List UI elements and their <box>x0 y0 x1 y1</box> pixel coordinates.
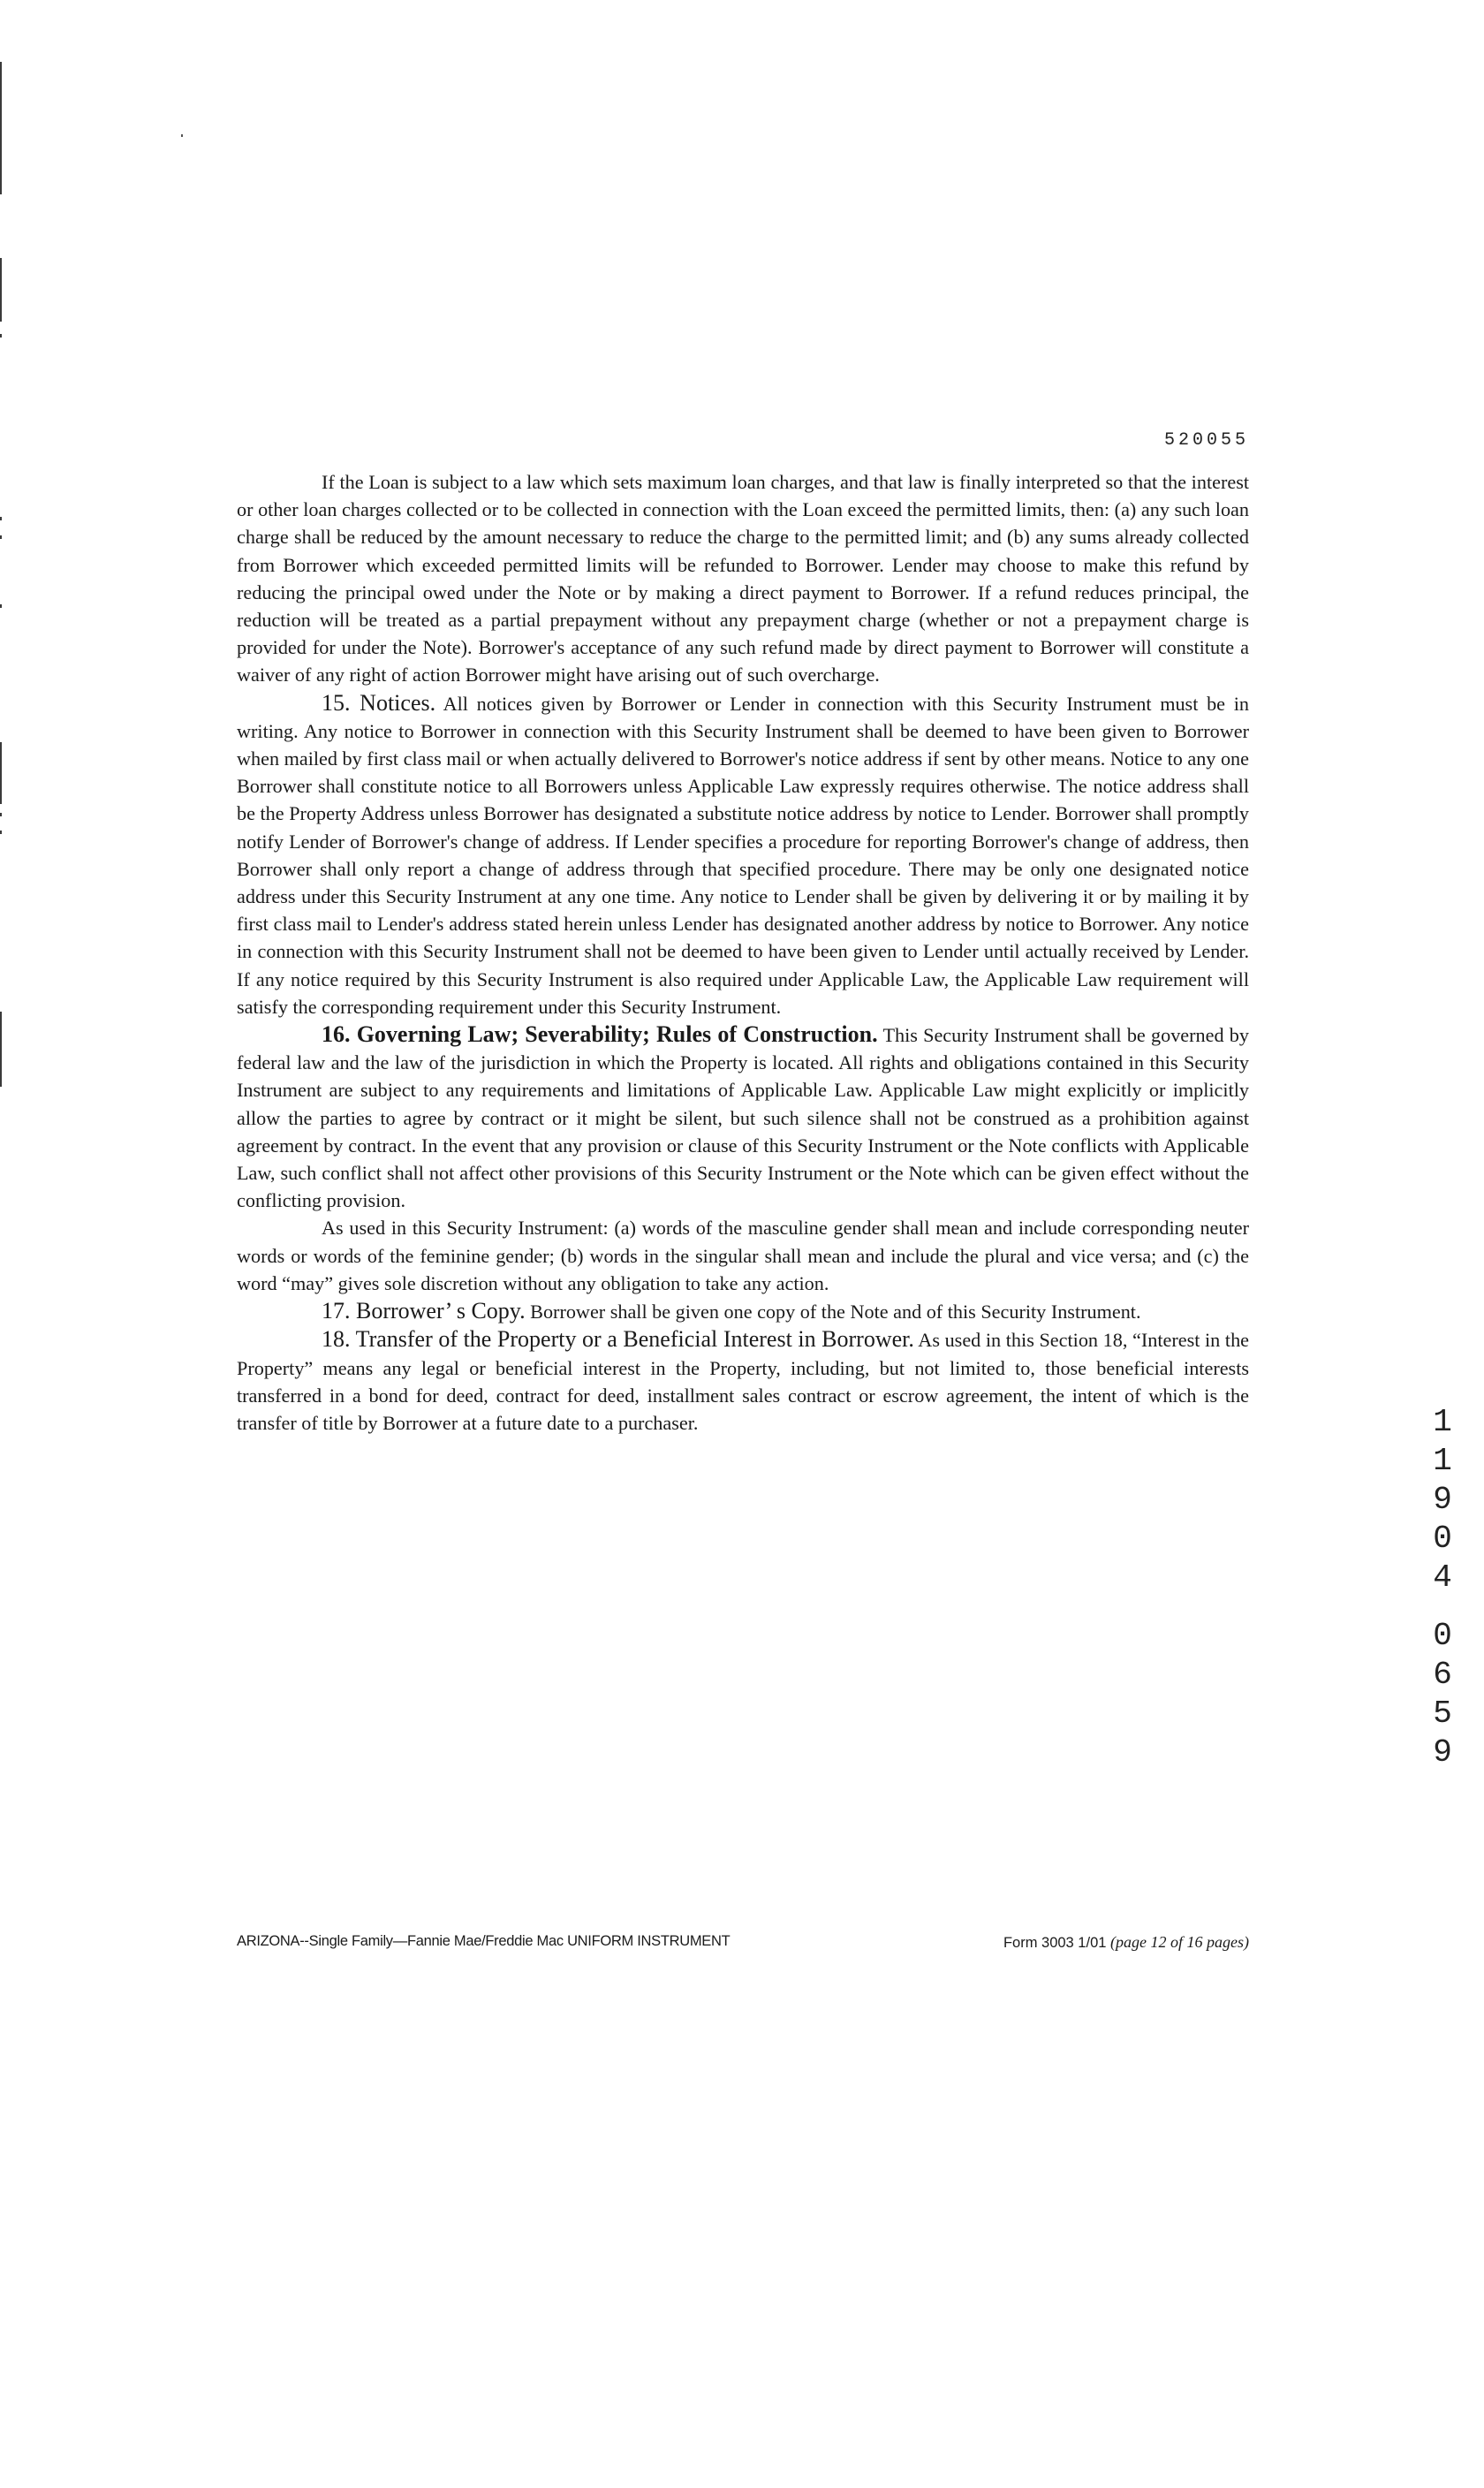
section-heading: 16. Governing Law; Severability; Rules of Construction. <box>322 1021 878 1048</box>
paragraph-loan-charges <box>237 468 1249 689</box>
paragraph-notices <box>237 689 1249 1020</box>
scan-edge-mark <box>0 1012 2 1087</box>
scan-edge-mark <box>0 742 2 804</box>
scan-edge-mark <box>0 813 2 816</box>
paragraph-text: This Security Instrument shall be governed by federal law and the law of the jurisdiction in which the Property is located. All rights and obligations contained in this Security Instrument are subject to any requirements and limitations of Applicable Law. Applicable Law might explicitly or implicitly allow the parties to agree by contract or it might be silent, but such silence shall not be construed as a prohibition against agreement by contract. In the event that any provision or clause of this Security Instrument or the Note conflicts with Applicable Law, such conflict shall not affect other provisions of this Security Instrument or the Note which can be given effect without the conflicting provision. <box>237 1024 1249 1212</box>
footer-form-number: Form 3003 1/01 <box>1003 1935 1107 1951</box>
recording-number-gap <box>1420 1597 1465 1617</box>
scan-edge-mark <box>0 62 2 194</box>
recording-digit: 0 <box>1433 1618 1452 1654</box>
recording-digit: 5 <box>1433 1695 1452 1732</box>
body-text <box>237 468 1249 1437</box>
recording-digit: 1 <box>1433 1443 1452 1479</box>
footer-instrument-title: ARIZONA--Single Family—Fannie Mae/Freddie Mac UNIFORM INSTRUMENT <box>237 1933 731 1949</box>
section-heading: 17. Borrower’ s Copy. <box>322 1298 526 1324</box>
page-footer <box>237 1933 1249 1952</box>
document-number: 520055 <box>1164 430 1250 451</box>
paragraph-text: All notices given by Borrower or Lender in connection with this Security Instrument must be in writing. Any notice to Borrower in connection with this Security Instrument shall be deemed to have been given to Borrower when mailed by first class mail or when actually delivered to Borrower's notice address if sent by other means. Notice to any one Borrower shall constitute notice to all Borrowers unless Applicable Law expressly requires otherwise. The notice address shall be the Property Address unless Borrower has designated a substitute notice address by notice to Lender. Borrower shall promptly notify Lender of Borrower's change of address. If Lender specifies a procedure for reporting Borrower's change of address, then Borrower shall only report a change of address through that specified procedure. There may be only one designated notice address under this Security Instrument at any one time. Any notice to Lender shall be given by delivering it or by mailing it by first class mail to Lender's address stated herein unless Lender has designated another address by notice to Borrower. Any notice in connection with this Security Instrument shall not be deemed to have been given to Lender until actually received by Lender. If any notice required by this Security Instrument is also required under Applicable Law, the Applicable Law requirement will satisfy the corresponding requirement under this Security Instrument. <box>237 692 1250 1018</box>
paragraph-borrowers-copy <box>237 1297 1249 1325</box>
scan-edge-mark <box>0 258 2 322</box>
paragraph-text: Borrower shall be given one copy of the Note and of this Security Instrument. <box>530 1301 1141 1324</box>
paragraph-text: As used in this Security Instrument: (a) words of the masculine gender shall mean and include corresponding neuter words or words of the feminine gender; (b) words in the singular shall mean and include the plural and vice versa; and (c) the word “may” gives sole discretion without any obligation to take any action. <box>237 1217 1249 1294</box>
footer-page-number: (page 12 of 16 pages) <box>1110 1933 1249 1951</box>
paragraph-governing-law <box>237 1020 1249 1214</box>
paragraph-text: As used in this Section 18, “Interest in the Property” means any legal or beneficial interest in the Property, including, but not limited to, those beneficial interests transferred in a bond for deed, contract for deed, installment sales contract or escrow agreement, the intent of which is the transfer of title by Borrower at a future date to a purchaser. <box>237 1329 1250 1434</box>
scan-speck <box>181 134 183 137</box>
scan-edge-mark <box>0 517 2 520</box>
scan-edge-mark <box>0 604 2 608</box>
recording-digit: 9 <box>1433 1482 1452 1518</box>
section-heading: 15. Notices. <box>322 689 436 716</box>
paragraph-text: If the Loan is subject to a law which sets maximum loan charges, and that law is finally interpreted so that the interest or other loan charges collected or to be collected in connection with the Loan exceed the permitted limits, then: (a) any such loan charge shall be reduced by the amount necessary to reduce the charge to the permitted limit; and (b) any sums already collected from Borrower which exceeded permitted limits will be refunded to Borrower. Lender may choose to make this refund by reducing the principal owed under the Note or by making a direct payment to Borrower. If a refund reduces principal, the reduction will be treated as a partial prepayment without any prepayment charge (whether or not a prepayment charge is provided for under the Note). Borrower's acceptance of any such refund made by direct payment to Borrower will constitute a waiver of any right of action Borrower might have arising out of such overcharge. <box>237 471 1249 686</box>
recording-digit: 9 <box>1433 1734 1452 1771</box>
scan-edge-mark <box>0 334 2 338</box>
recording-digit: 6 <box>1433 1657 1452 1693</box>
scan-edge-mark <box>0 831 2 834</box>
recording-number <box>1420 1403 1465 1772</box>
recording-digit: 1 <box>1433 1404 1452 1440</box>
paragraph-definitions <box>237 1214 1249 1297</box>
footer-form-info <box>1003 1933 1249 1952</box>
recording-digit: 0 <box>1433 1521 1452 1557</box>
scan-edge-mark <box>0 535 2 539</box>
paragraph-transfer <box>237 1325 1249 1437</box>
recording-digit: 4 <box>1433 1559 1452 1596</box>
section-heading: 18. Transfer of the Property or a Beneficial Interest in Borrower. <box>322 1326 914 1353</box>
